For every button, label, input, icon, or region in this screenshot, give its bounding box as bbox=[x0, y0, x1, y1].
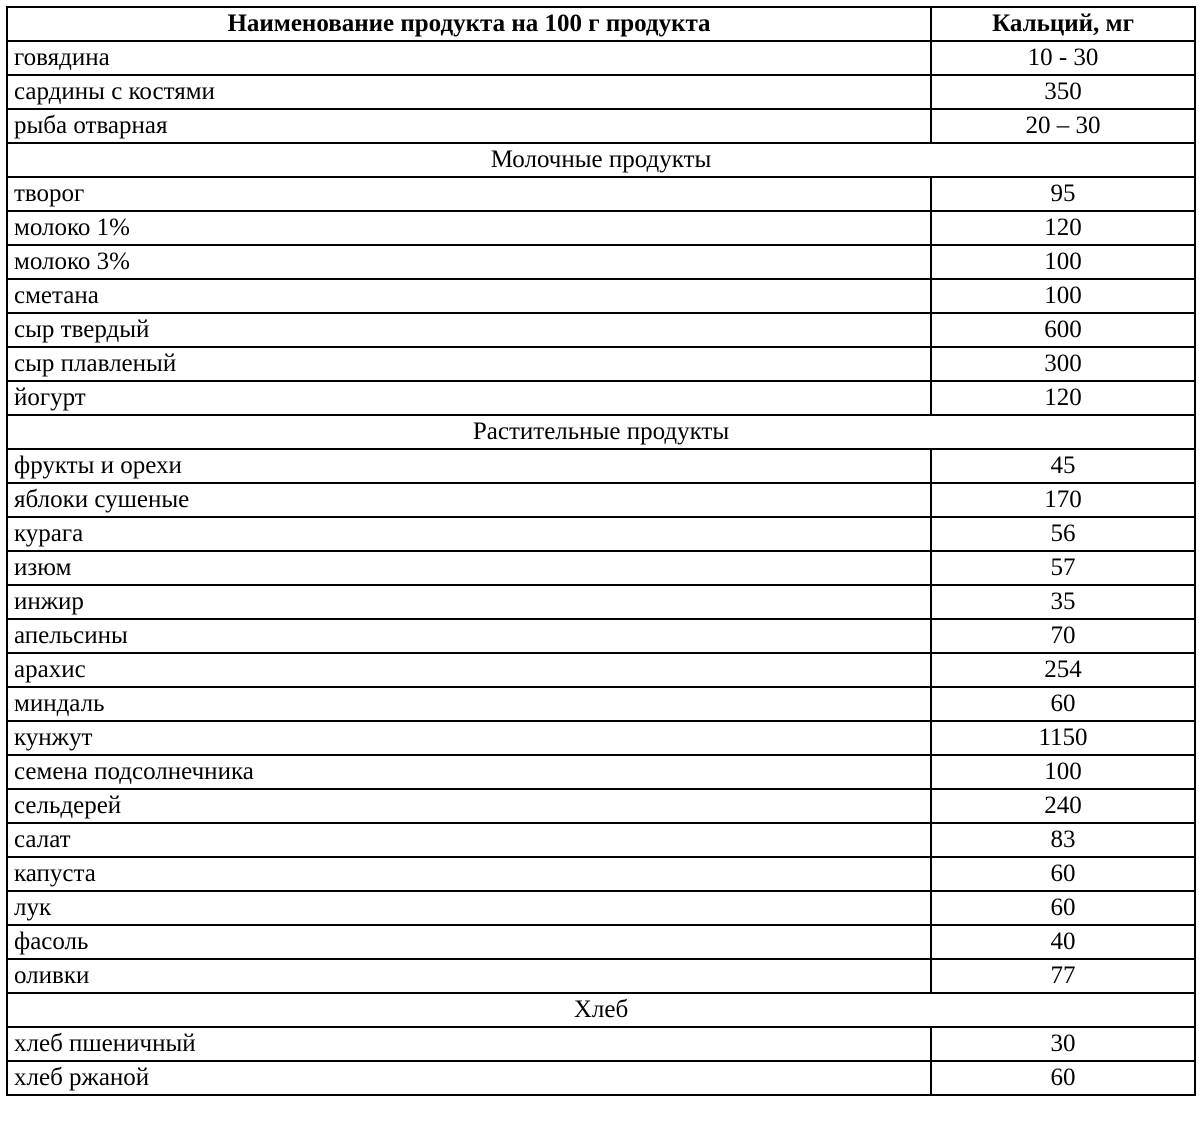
calcium-value: 40 bbox=[931, 925, 1195, 959]
product-name: салат bbox=[7, 823, 931, 857]
table-row bbox=[7, 177, 1195, 211]
product-name: кунжут bbox=[7, 721, 931, 755]
section-title: Растительные продукты bbox=[7, 415, 1195, 449]
calcium-value: 60 bbox=[931, 891, 1195, 925]
header-row bbox=[7, 7, 1195, 41]
calcium-value: 120 bbox=[931, 381, 1195, 415]
calcium-value: 100 bbox=[931, 755, 1195, 789]
product-name: апельсины bbox=[7, 619, 931, 653]
table-row bbox=[7, 789, 1195, 823]
table-row bbox=[7, 857, 1195, 891]
product-name: миндаль bbox=[7, 687, 931, 721]
table-body bbox=[7, 41, 1195, 1095]
calcium-value: 45 bbox=[931, 449, 1195, 483]
product-name: сметана bbox=[7, 279, 931, 313]
header-product-name: Наименование продукта на 100 г продукта bbox=[7, 7, 931, 41]
calcium-value: 350 bbox=[931, 75, 1195, 109]
product-name: фасоль bbox=[7, 925, 931, 959]
section-row bbox=[7, 143, 1195, 177]
calcium-value: 120 bbox=[931, 211, 1195, 245]
table-row bbox=[7, 75, 1195, 109]
table-row bbox=[7, 721, 1195, 755]
calcium-value: 100 bbox=[931, 245, 1195, 279]
calcium-value: 300 bbox=[931, 347, 1195, 381]
table-row bbox=[7, 279, 1195, 313]
table-row bbox=[7, 619, 1195, 653]
table-row bbox=[7, 245, 1195, 279]
product-name: сельдерей bbox=[7, 789, 931, 823]
product-name: молоко 3% bbox=[7, 245, 931, 279]
calcium-value: 10 - 30 bbox=[931, 41, 1195, 75]
table-row bbox=[7, 211, 1195, 245]
table-row bbox=[7, 653, 1195, 687]
calcium-value: 83 bbox=[931, 823, 1195, 857]
product-name: капуста bbox=[7, 857, 931, 891]
calcium-value: 95 bbox=[931, 177, 1195, 211]
product-name: сардины с костями bbox=[7, 75, 931, 109]
table-row bbox=[7, 313, 1195, 347]
table-row bbox=[7, 551, 1195, 585]
calcium-value: 20 – 30 bbox=[931, 109, 1195, 143]
table-row bbox=[7, 449, 1195, 483]
table-row bbox=[7, 41, 1195, 75]
table-row bbox=[7, 755, 1195, 789]
calcium-value: 60 bbox=[931, 687, 1195, 721]
calcium-value: 60 bbox=[931, 857, 1195, 891]
section-row bbox=[7, 993, 1195, 1027]
table-row bbox=[7, 585, 1195, 619]
table-row bbox=[7, 381, 1195, 415]
calcium-value: 30 bbox=[931, 1027, 1195, 1061]
calcium-value: 60 bbox=[931, 1061, 1195, 1095]
product-name: арахис bbox=[7, 653, 931, 687]
product-name: сыр твердый bbox=[7, 313, 931, 347]
section-row bbox=[7, 415, 1195, 449]
table-row bbox=[7, 1061, 1195, 1095]
table-row bbox=[7, 1027, 1195, 1061]
calcium-value: 57 bbox=[931, 551, 1195, 585]
table-row bbox=[7, 109, 1195, 143]
product-name: курага bbox=[7, 517, 931, 551]
table-row bbox=[7, 959, 1195, 993]
table-row bbox=[7, 517, 1195, 551]
product-name: творог bbox=[7, 177, 931, 211]
product-name: говядина bbox=[7, 41, 931, 75]
product-name: йогурт bbox=[7, 381, 931, 415]
calcium-value: 1150 bbox=[931, 721, 1195, 755]
product-name: семена подсолнечника bbox=[7, 755, 931, 789]
table-row bbox=[7, 483, 1195, 517]
table-row bbox=[7, 347, 1195, 381]
table-row bbox=[7, 891, 1195, 925]
product-name: инжир bbox=[7, 585, 931, 619]
product-name: молоко 1% bbox=[7, 211, 931, 245]
calcium-value: 600 bbox=[931, 313, 1195, 347]
calcium-value: 100 bbox=[931, 279, 1195, 313]
calcium-value: 254 bbox=[931, 653, 1195, 687]
calcium-value: 70 bbox=[931, 619, 1195, 653]
calcium-content-table bbox=[6, 6, 1196, 1096]
product-name: изюм bbox=[7, 551, 931, 585]
calcium-value: 77 bbox=[931, 959, 1195, 993]
header-calcium: Кальций, мг bbox=[931, 7, 1195, 41]
section-title: Молочные продукты bbox=[7, 143, 1195, 177]
table-row bbox=[7, 823, 1195, 857]
product-name: хлеб ржаной bbox=[7, 1061, 931, 1095]
product-name: яблоки сушеные bbox=[7, 483, 931, 517]
product-name: лук bbox=[7, 891, 931, 925]
product-name: хлеб пшеничный bbox=[7, 1027, 931, 1061]
calcium-value: 170 bbox=[931, 483, 1195, 517]
table-row bbox=[7, 925, 1195, 959]
table-row bbox=[7, 687, 1195, 721]
product-name: фрукты и орехи bbox=[7, 449, 931, 483]
product-name: оливки bbox=[7, 959, 931, 993]
calcium-value: 240 bbox=[931, 789, 1195, 823]
calcium-value: 56 bbox=[931, 517, 1195, 551]
product-name: рыба отварная bbox=[7, 109, 931, 143]
section-title: Хлеб bbox=[7, 993, 1195, 1027]
product-name: сыр плавленый bbox=[7, 347, 931, 381]
calcium-value: 35 bbox=[931, 585, 1195, 619]
